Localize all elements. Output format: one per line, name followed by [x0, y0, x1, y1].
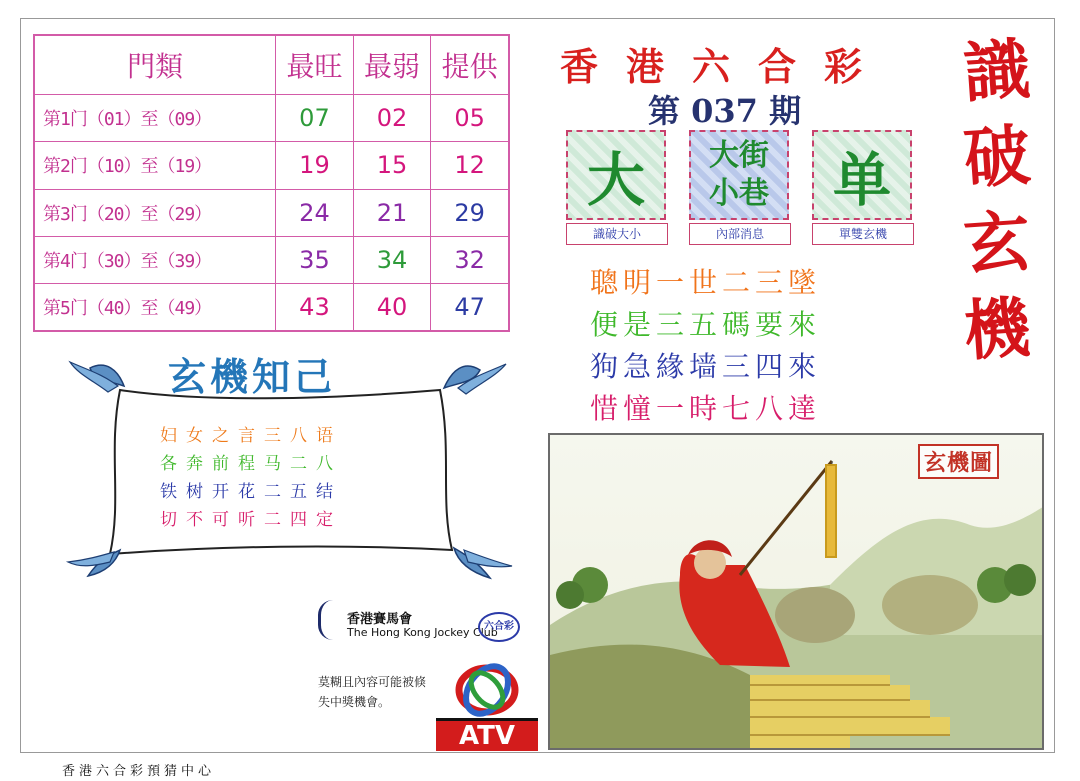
tile-inside-news	[689, 130, 791, 242]
hot-number: 07	[276, 95, 354, 142]
row-range: 第4门（30）至（39）	[34, 236, 276, 283]
tile-glyph: 大	[586, 146, 645, 214]
fisherman-painting	[548, 433, 1044, 750]
offer-number: 12	[431, 142, 509, 189]
disclaimer-text	[318, 672, 426, 712]
side-char: 玄	[961, 201, 1033, 285]
table-header-row	[34, 35, 509, 95]
row-range: 第2门（10）至（19）	[34, 142, 276, 189]
painting-label: 玄機圖	[918, 444, 999, 479]
header-offer: 提供	[431, 35, 509, 95]
issue-number: 第 037 期	[648, 92, 802, 130]
side-char: 識	[961, 29, 1033, 113]
poem-block	[590, 262, 821, 430]
table-row	[34, 95, 509, 142]
header-weak: 最弱	[353, 35, 431, 95]
jockey-club-name-cn: 香港賽馬會	[347, 612, 413, 627]
number-table	[33, 34, 510, 332]
row-range: 第3门（20）至（29）	[34, 189, 276, 236]
table-row	[34, 189, 509, 236]
weak-number: 21	[353, 189, 431, 236]
tile-picture	[689, 130, 789, 220]
offer-number: 32	[431, 236, 509, 283]
scroll-line: 切不可听二四定	[160, 510, 342, 530]
jockey-club-name-en: The Hong Kong Jockey Club	[347, 626, 498, 639]
poster-title: 香港六合彩	[560, 44, 891, 89]
side-vertical-title	[952, 28, 1042, 372]
painting-scene	[550, 435, 1044, 750]
weak-number: 02	[353, 95, 431, 142]
hot-number: 24	[276, 189, 354, 236]
table-row	[34, 142, 509, 189]
scroll-line: 各奔前程马二八	[160, 454, 342, 474]
scroll-title: 玄機知己	[168, 354, 337, 399]
hot-number: 43	[276, 283, 354, 331]
table-row	[34, 236, 509, 283]
weak-number: 40	[353, 283, 431, 331]
atv-logo-text: ATV	[436, 718, 538, 751]
tile-odd-even-hint	[812, 130, 914, 242]
row-range: 第1门（01）至（09）	[34, 95, 276, 142]
poem-line: 聰明一世二三墜	[590, 266, 822, 299]
tile-size-hint	[566, 130, 668, 242]
offer-number: 29	[431, 189, 509, 236]
footer-caption: 香港六合彩預猜中心	[62, 764, 216, 779]
tile-glyph: 大街	[709, 138, 769, 173]
tile-caption: 識破大小	[566, 223, 668, 245]
weak-number: 15	[353, 142, 431, 189]
tile-picture	[566, 130, 666, 220]
scroll-verses	[160, 422, 342, 534]
poem-line: 狗急緣墙三四來	[590, 350, 822, 383]
header-hot: 最旺	[276, 35, 354, 95]
tile-caption: 內部消息	[689, 223, 791, 245]
weak-number: 34	[353, 236, 431, 283]
table-row	[34, 283, 509, 331]
disclaimer-line: 莫糊且內容可能被倏	[318, 675, 427, 689]
atv-logo-icon	[430, 660, 540, 720]
offer-number: 05	[431, 95, 509, 142]
side-char: 機	[961, 287, 1033, 371]
tile-caption: 單雙玄機	[812, 223, 914, 245]
mark-six-badge: 六合彩	[478, 612, 520, 642]
disclaimer-line: 失中獎機會。	[318, 695, 391, 709]
tile-glyph: 小巷	[709, 176, 769, 211]
poem-line: 惜憧一時七八達	[590, 392, 822, 425]
jockey-club-logo-icon	[318, 600, 333, 640]
row-range: 第5门（40）至（49）	[34, 283, 276, 331]
side-char: 破	[961, 115, 1033, 199]
offer-number: 47	[431, 283, 509, 331]
scroll-line: 妇女之言三八语	[160, 426, 342, 446]
tile-picture	[812, 130, 912, 220]
hot-number: 35	[276, 236, 354, 283]
scroll-line: 铁树开花二五结	[160, 482, 342, 502]
hot-number: 19	[276, 142, 354, 189]
tile-glyph: 单	[832, 146, 891, 214]
poem-line: 便是三五碼要來	[590, 308, 822, 341]
header-category: 門類	[34, 35, 276, 95]
